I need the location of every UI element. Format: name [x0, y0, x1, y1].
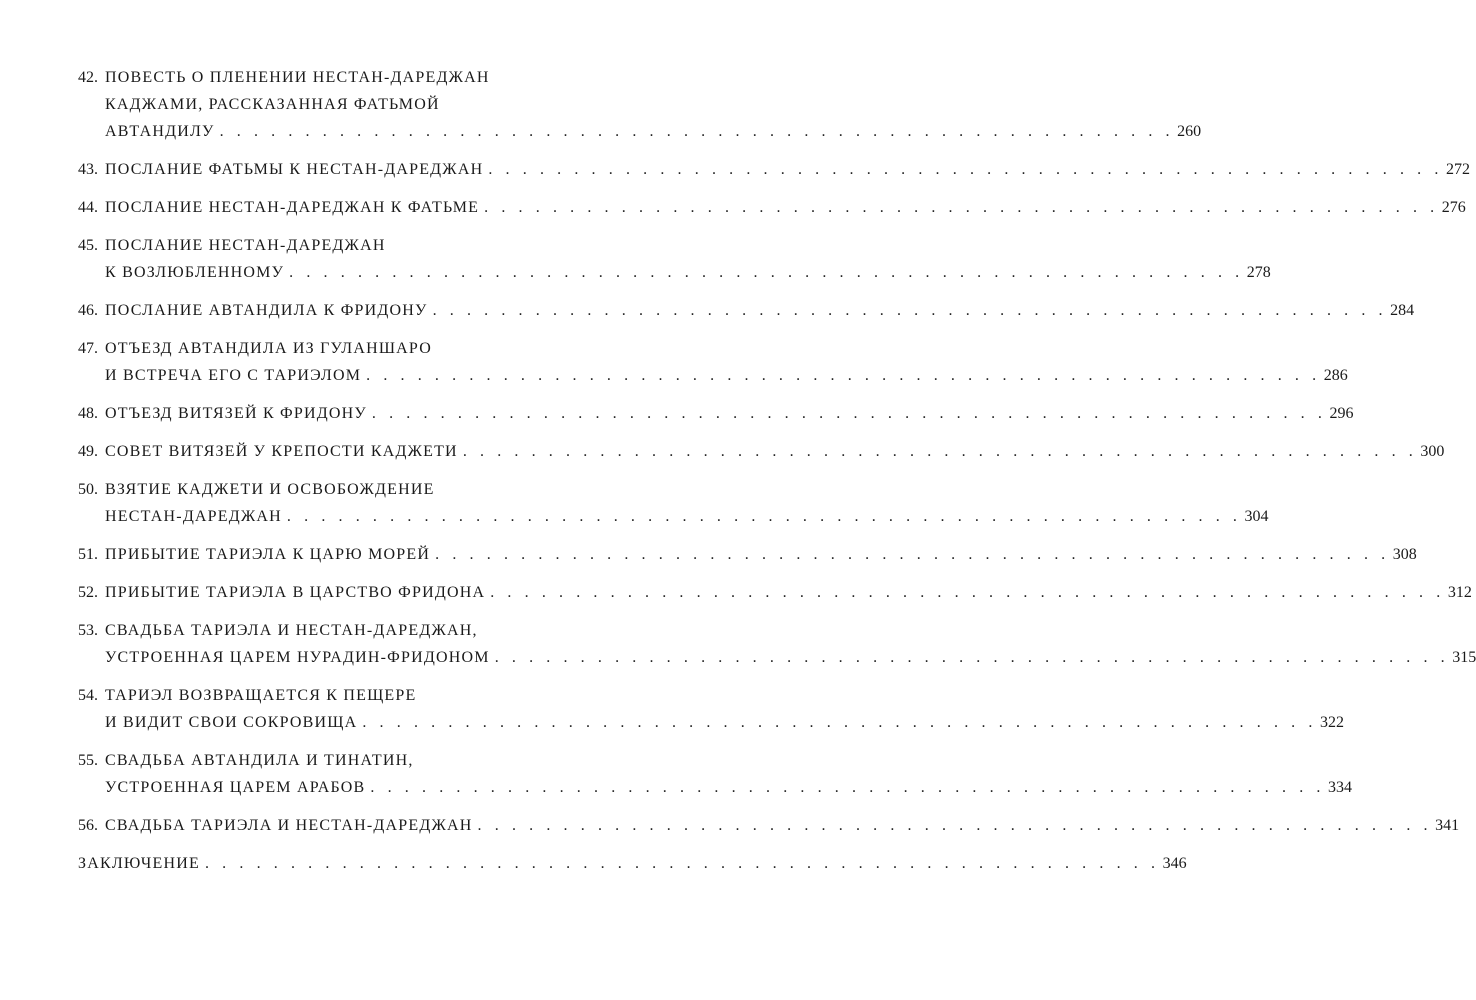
chapter-title-line: УСТРОЕННАЯ ЦАРЕМ АРАБОВ — [105, 779, 366, 796]
dot-leader: . . . . . . . . . . . . . . . . . . . . . . . . . . . . . . . . . . . . . . . . . . . . . . . . . . . . . . . . — [289, 264, 1244, 281]
dot-leader: . . . . . . . . . . . . . . . . . . . . . . . . . . . . . . . . . . . . . . . . . . . . . . . . . . . . . . . . — [494, 649, 1450, 666]
page-number: 286 — [1323, 367, 1348, 384]
chapter-title-last-line — [105, 400, 1354, 427]
toc-entry — [78, 194, 1466, 221]
dot-leader: . . . . . . . . . . . . . . . . . . . . . . . . . . . . . . . . . . . . . . . . . . . . . . . . . . . . . . . . — [488, 161, 1443, 178]
dot-leader: . . . . . . . . . . . . . . . . . . . . . . . . . . . . . . . . . . . . . . . . . . . . . . . . . . . . . . . . — [371, 405, 1327, 422]
chapter-number: 49. — [78, 443, 98, 460]
dot-leader: . . . . . . . . . . . . . . . . . . . . . . . . . . . . . . . . . . . . . . . . . . . . . . . . . . . . . . . . — [477, 817, 1433, 834]
chapter-title-line: СВАДЬБА ТАРИЭЛА И НЕСТАН-ДАРЕДЖАН, — [105, 622, 478, 639]
chapter-title-last-line — [105, 503, 1269, 530]
chapter-number: 50. — [78, 481, 98, 498]
toc-entry — [78, 579, 1472, 606]
chapter-title-last-line — [105, 259, 1271, 286]
page-number: 308 — [1392, 546, 1417, 563]
toc-entry — [78, 64, 1202, 145]
chapter-number: 47. — [78, 340, 98, 357]
chapter-title-last-line — [105, 541, 1417, 568]
chapter-number: 54. — [78, 687, 98, 704]
chapter-title-line: СВАДЬБА АВТАНДИЛА И ТИНАТИН, — [105, 752, 414, 769]
chapter-title-line: ВЗЯТИЕ КАДЖЕТИ И ОСВОБОЖДЕНИЕ — [105, 481, 435, 498]
chapter-number: 56. — [78, 817, 98, 834]
chapter-title-block — [105, 400, 1354, 427]
dot-leader: . . . . . . . . . . . . . . . . . . . . . . . . . . . . . . . . . . . . . . . . . . . . . . . . . . . . . . . . — [484, 199, 1439, 216]
dot-leader: . . . . . . . . . . . . . . . . . . . . . . . . . . . . . . . . . . . . . . . . . . . . . . . . . . . . . . . . — [219, 123, 1175, 140]
chapter-title-block — [105, 64, 1202, 145]
page-number: 334 — [1328, 779, 1353, 796]
chapter-number: 45. — [78, 237, 98, 254]
chapter-title-line: ПОСЛАНИЕ АВТАНДИЛА К ФРИДОНУ — [105, 302, 428, 319]
chapter-number: 55. — [78, 752, 98, 769]
chapter-number: 44. — [78, 199, 98, 216]
chapter-title-line: ПРИБЫТИЕ ТАРИЭЛА В ЦАРСТВО ФРИДОНА — [105, 584, 486, 601]
chapter-title-last-line — [105, 194, 1466, 221]
chapter-title-last-line — [105, 118, 1202, 145]
chapter-title-line: К ВОЗЛЮБЛЕННОМУ — [105, 264, 285, 281]
chapter-title-last-line — [105, 438, 1445, 465]
page-number: 304 — [1244, 508, 1269, 525]
dot-leader: . . . . . . . . . . . . . . . . . . . . . . . . . . . . . . . . . . . . . . . . . . . . . . . . . . . . . . . . — [362, 714, 1317, 731]
toc-entry — [78, 747, 1353, 801]
chapter-title-last-line — [105, 644, 1476, 671]
chapter-number: 53. — [78, 622, 98, 639]
chapter-title-line: ПРИБЫТИЕ ТАРИЭЛА К ЦАРЮ МОРЕЙ — [105, 546, 431, 563]
page-number: 322 — [1319, 714, 1344, 731]
toc-entry — [78, 297, 1415, 324]
toc-entry — [78, 156, 1470, 183]
page-number: 315 — [1452, 649, 1476, 666]
toc-entry — [78, 682, 1344, 736]
chapter-title-line: И ВСТРЕЧА ЕГО С ТАРИЭЛОМ — [105, 367, 362, 384]
dot-leader: . . . . . . . . . . . . . . . . . . . . . . . . . . . . . . . . . . . . . . . . . . . . . . . . . . . . . . . . — [366, 367, 1321, 384]
chapter-title-last-line — [105, 362, 1348, 389]
chapter-title-line: АВТАНДИЛУ — [105, 123, 215, 140]
chapter-number: 43. — [78, 161, 98, 178]
page-number: 341 — [1435, 817, 1460, 834]
dot-leader: . . . . . . . . . . . . . . . . . . . . . . . . . . . . . . . . . . . . . . . . . . . . . . . . . . . . . . . . — [432, 302, 1388, 319]
toc-entry — [78, 812, 1460, 839]
chapter-title-line: ЗАКЛЮЧЕНИЕ — [78, 855, 200, 872]
toc-entry — [78, 476, 1269, 530]
page-number: 296 — [1329, 405, 1354, 422]
chapter-title-block — [105, 747, 1353, 801]
page-number: 312 — [1447, 584, 1472, 601]
chapter-title-line: УСТРОЕННАЯ ЦАРЕМ НУРАДИН-ФРИДОНОМ — [105, 649, 490, 666]
table-of-contents — [78, 64, 1476, 888]
chapter-title-last-line — [105, 774, 1353, 801]
chapter-title-line: СОВЕТ ВИТЯЗЕЙ У КРЕПОСТИ КАДЖЕТИ — [105, 443, 458, 460]
toc-entry-conclusion — [78, 850, 1187, 877]
page-number: 278 — [1246, 264, 1271, 281]
page-number: 284 — [1390, 302, 1415, 319]
chapter-title-block — [105, 335, 1348, 389]
page-number: 260 — [1177, 123, 1202, 140]
chapter-title-block — [105, 438, 1445, 465]
chapter-title-last-line — [105, 579, 1472, 606]
chapter-title-line: ПОСЛАНИЕ ФАТЬМЫ К НЕСТАН-ДАРЕДЖАН — [105, 161, 484, 178]
chapter-title-line: ОТЪЕЗД ВИТЯЗЕЙ К ФРИДОНУ — [105, 405, 367, 422]
chapter-number: 46. — [78, 302, 98, 319]
chapter-title-block — [105, 156, 1470, 183]
dot-leader: . . . . . . . . . . . . . . . . . . . . . . . . . . . . . . . . . . . . . . . . . . . . . . . . . . . . . . . . — [204, 855, 1160, 872]
chapter-title-block — [105, 579, 1472, 606]
chapter-title-line: ПОСЛАНИЕ НЕСТАН-ДАРЕДЖАН К ФАТЬМЕ — [105, 199, 480, 216]
toc-entry — [78, 438, 1445, 465]
chapter-title-line: КАДЖАМИ, РАССКАЗАННАЯ ФАТЬМОЙ — [105, 96, 440, 113]
page-number: 272 — [1445, 161, 1470, 178]
chapter-number: 51. — [78, 546, 98, 563]
chapter-title-last-line — [105, 156, 1470, 183]
chapter-title-last-line — [78, 850, 1187, 877]
chapter-title-block — [105, 541, 1417, 568]
toc-entry — [78, 617, 1476, 671]
chapter-title-block — [105, 617, 1476, 671]
toc-entry — [78, 400, 1354, 427]
chapter-title-line: НЕСТАН-ДАРЕДЖАН — [105, 508, 282, 525]
chapter-title-last-line — [105, 709, 1344, 736]
chapter-number: 42. — [78, 69, 98, 86]
chapter-number: 48. — [78, 405, 98, 422]
chapter-title-line: ТАРИЭЛ ВОЗВРАЩАЕТСЯ К ПЕЩЕРЕ — [105, 687, 417, 704]
chapter-title-line: СВАДЬБА ТАРИЭЛА И НЕСТАН-ДАРЕДЖАН — [105, 817, 473, 834]
chapter-number: 52. — [78, 584, 98, 601]
chapter-title-block — [105, 232, 1271, 286]
chapter-title-last-line — [105, 812, 1460, 839]
dot-leader: . . . . . . . . . . . . . . . . . . . . . . . . . . . . . . . . . . . . . . . . . . . . . . . . . . . . . . . . — [462, 443, 1418, 460]
dot-leader: . . . . . . . . . . . . . . . . . . . . . . . . . . . . . . . . . . . . . . . . . . . . . . . . . . . . . . . . — [286, 508, 1242, 525]
chapter-title-block — [105, 476, 1269, 530]
chapter-title-line: ПОВЕСТЬ О ПЛЕНЕНИИ НЕСТАН-ДАРЕДЖАН — [105, 69, 490, 86]
chapter-title-block — [78, 850, 1187, 877]
dot-leader: . . . . . . . . . . . . . . . . . . . . . . . . . . . . . . . . . . . . . . . . . . . . . . . . . . . . . . . . — [370, 779, 1326, 796]
chapter-title-last-line — [105, 297, 1415, 324]
chapter-title-block — [105, 682, 1344, 736]
chapter-title-line: И ВИДИТ СВОИ СОКРОВИЩА — [105, 714, 358, 731]
toc-entry — [78, 232, 1271, 286]
page-number: 346 — [1162, 855, 1187, 872]
page-number: 300 — [1420, 443, 1445, 460]
dot-leader: . . . . . . . . . . . . . . . . . . . . . . . . . . . . . . . . . . . . . . . . . . . . . . . . . . . . . . . . — [490, 584, 1445, 601]
toc-entry — [78, 541, 1417, 568]
chapter-title-block — [105, 812, 1460, 839]
toc-entry — [78, 335, 1348, 389]
chapter-title-line: ОТЪЕЗД АВТАНДИЛА ИЗ ГУЛАНШАРО — [105, 340, 432, 357]
page-number: 276 — [1441, 199, 1466, 216]
chapter-title-line: ПОСЛАНИЕ НЕСТАН-ДАРЕДЖАН — [105, 237, 386, 254]
dot-leader: . . . . . . . . . . . . . . . . . . . . . . . . . . . . . . . . . . . . . . . . . . . . . . . . . . . . . . . . — [435, 546, 1390, 563]
chapter-title-block — [105, 297, 1415, 324]
chapter-title-block — [105, 194, 1466, 221]
